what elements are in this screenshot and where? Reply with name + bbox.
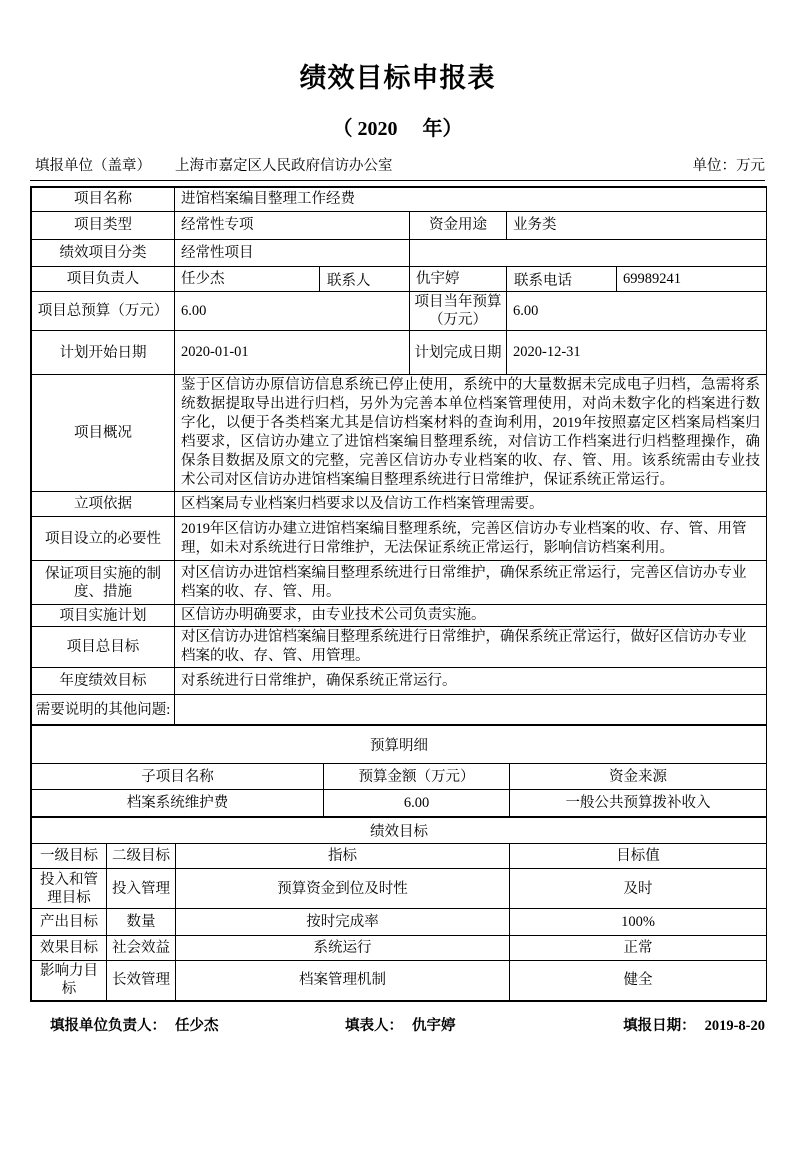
level1-goal-cell: 效果目标 [32,936,107,961]
target-value-cell: 及时 [510,869,767,909]
leader-value: 任少杰 [175,267,320,292]
contact-value: 仇宇婷 [410,267,507,292]
leader-label: 项目负责人 [32,267,175,292]
other-issues-value [175,695,767,725]
indicator-cell: 预算资金到位及时性 [176,869,510,909]
fill-date-value: 2019-8-20 [704,1017,765,1034]
level1-goal-header: 一级目标 [32,844,107,869]
budget-detail-row [32,790,767,817]
performance-row [32,936,767,961]
overall-goal-value: 对区信访办进馆档案编目整理系统进行日常维护，确保系统正常运行，做好区信访办专业档案的收、存、管、用管理。 [175,627,767,668]
safeguard-label: 保证项目实施的制度、措施 [32,561,175,605]
target-value-cell: 100% [510,909,767,936]
project-type-value: 经常性专项 [175,212,410,240]
end-date-value: 2020-12-31 [507,331,767,375]
target-value-cell: 健全 [510,961,767,1000]
start-date-value: 2020-01-01 [175,331,410,375]
budget-amount-header: 预算金额（万元） [324,764,510,790]
target-value-header: 目标值 [510,844,767,869]
page-title: 绩效目标申报表 [299,63,496,93]
annual-goal-label: 年度绩效目标 [32,668,175,695]
year-budget-label: 项目当年预算（万元） [410,292,507,331]
fund-source-cell: 一般公共预算拨补收入 [510,790,767,817]
necessity-label: 项目设立的必要性 [32,517,175,561]
responsible-value: 任少杰 [175,1017,219,1034]
contact-label: 联系人 [320,267,410,292]
performance-banner: 绩效目标 [32,818,767,844]
overview-value: 鉴于区信访办原信访信息系统已停止使用，系统中的大量数据未完成电子归档，急需将系统数据提取导出进行归档，另外为完善本单位档案管理使用，对尚未数字化的档案进行数字化，以便于各类档案尤其是信访档案材料的查询利用，2019年按照嘉定区档案局档案归档要求，区信访办建立了进馆档案编目整理系统，对信访工作档案进行归档整理操作，确保条目数据及原文的完整，完善区信访办专业档案的收、存、管、用。该系统需由专业技术公司对区信访办进馆档案编目整理系统进行日常维护，保证系统正常运行。 [175,375,767,492]
budget-detail-table [31,725,767,817]
form-table [30,186,767,1002]
performance-row [32,961,767,1000]
project-info-table [31,187,767,725]
annual-goal-value: 对系统进行日常维护，确保系统正常运行。 [175,668,767,695]
overall-goal-label: 项目总目标 [32,627,175,668]
level2-goal-cell: 投入管理 [107,869,176,909]
end-date-label: 计划完成日期 [410,331,507,375]
other-issues-label: 需要说明的其他问题: [32,695,175,725]
fill-date-label: 填报日期： [623,1017,696,1034]
money-unit-note: 单位：万元 [692,158,765,174]
plan-label: 项目实施计划 [32,605,175,627]
year-budget-value: 6.00 [507,292,767,331]
basis-value: 区档案局专业档案归档要求以及信访工作档案管理需要。 [175,492,767,517]
phone-value: 69989241 [617,267,767,292]
indicator-header: 指标 [176,844,510,869]
level2-goal-header: 二级目标 [107,844,176,869]
responsible-label: 填报单位负责人： [50,1017,166,1034]
project-name-label: 项目名称 [32,188,175,212]
budget-amount-cell: 6.00 [324,790,510,817]
phone-label: 联系电话 [507,267,617,292]
overview-label: 项目概况 [32,375,175,492]
perf-category-value: 经常性项目 [175,240,410,267]
level2-goal-cell: 数量 [107,909,176,936]
performance-targets-table [31,817,767,1000]
total-budget-label: 项目总预算（万元） [32,292,175,331]
subproject-name-header: 子项目名称 [32,764,324,790]
indicator-cell: 系统运行 [176,936,510,961]
level1-goal-cell: 影响力目标 [32,961,107,1000]
level1-goal-cell: 投入和管理目标 [32,869,107,909]
project-name-value: 进馆档案编目整理工作经费 [175,188,767,212]
level2-goal-cell: 社会效益 [107,936,176,961]
budget-detail-banner: 预算明细 [32,726,767,764]
subproject-name-cell: 档案系统维护费 [32,790,324,817]
fund-use-value: 业务类 [507,212,767,240]
document-page [0,56,794,1164]
perf-category-empty-cell [410,240,767,267]
safeguard-value: 对区信访办进馆档案编目整理系统进行日常维护，确保系统正常运行，完善区信访办专业档案的收、存、管、用。 [175,561,767,605]
necessity-value: 2019年区信访办建立进馆档案编目整理系统，完善区信访办专业档案的收、存、管、用管理，如未对系统进行日常维护，无法保证系统正常运行，影响信访档案利用。 [175,517,767,561]
total-budget-value: 6.00 [175,292,410,331]
filler-label: 填表人： [345,1017,403,1034]
target-value-cell: 正常 [510,936,767,961]
level1-goal-cell: 产出目标 [32,909,107,936]
fund-use-label: 资金用途 [410,212,507,240]
form-filler [345,1014,595,1035]
filler-value: 仇宇婷 [412,1017,456,1034]
form-header-line [30,154,765,181]
responsible-person [50,1014,345,1035]
start-date-label: 计划开始日期 [32,331,175,375]
year-subtitle: （ 2020 年） [332,118,463,140]
performance-row [32,869,767,909]
project-type-label: 项目类型 [32,212,175,240]
fill-date [623,1014,765,1035]
indicator-cell: 按时完成率 [176,909,510,936]
fund-source-header: 资金来源 [510,764,767,790]
signature-line [30,1014,765,1035]
fill-unit-value: 上海市嘉定区人民政府信访办公室 [175,158,393,174]
plan-value: 区信访办明确要求，由专业技术公司负责实施。 [175,605,767,627]
fill-unit-label: 填报单位（盖章） [35,158,151,174]
performance-row [32,909,767,936]
perf-category-label: 绩效项目分类 [32,240,175,267]
basis-label: 立项依据 [32,492,175,517]
indicator-cell: 档案管理机制 [176,961,510,1000]
level2-goal-cell: 长效管理 [107,961,176,1000]
